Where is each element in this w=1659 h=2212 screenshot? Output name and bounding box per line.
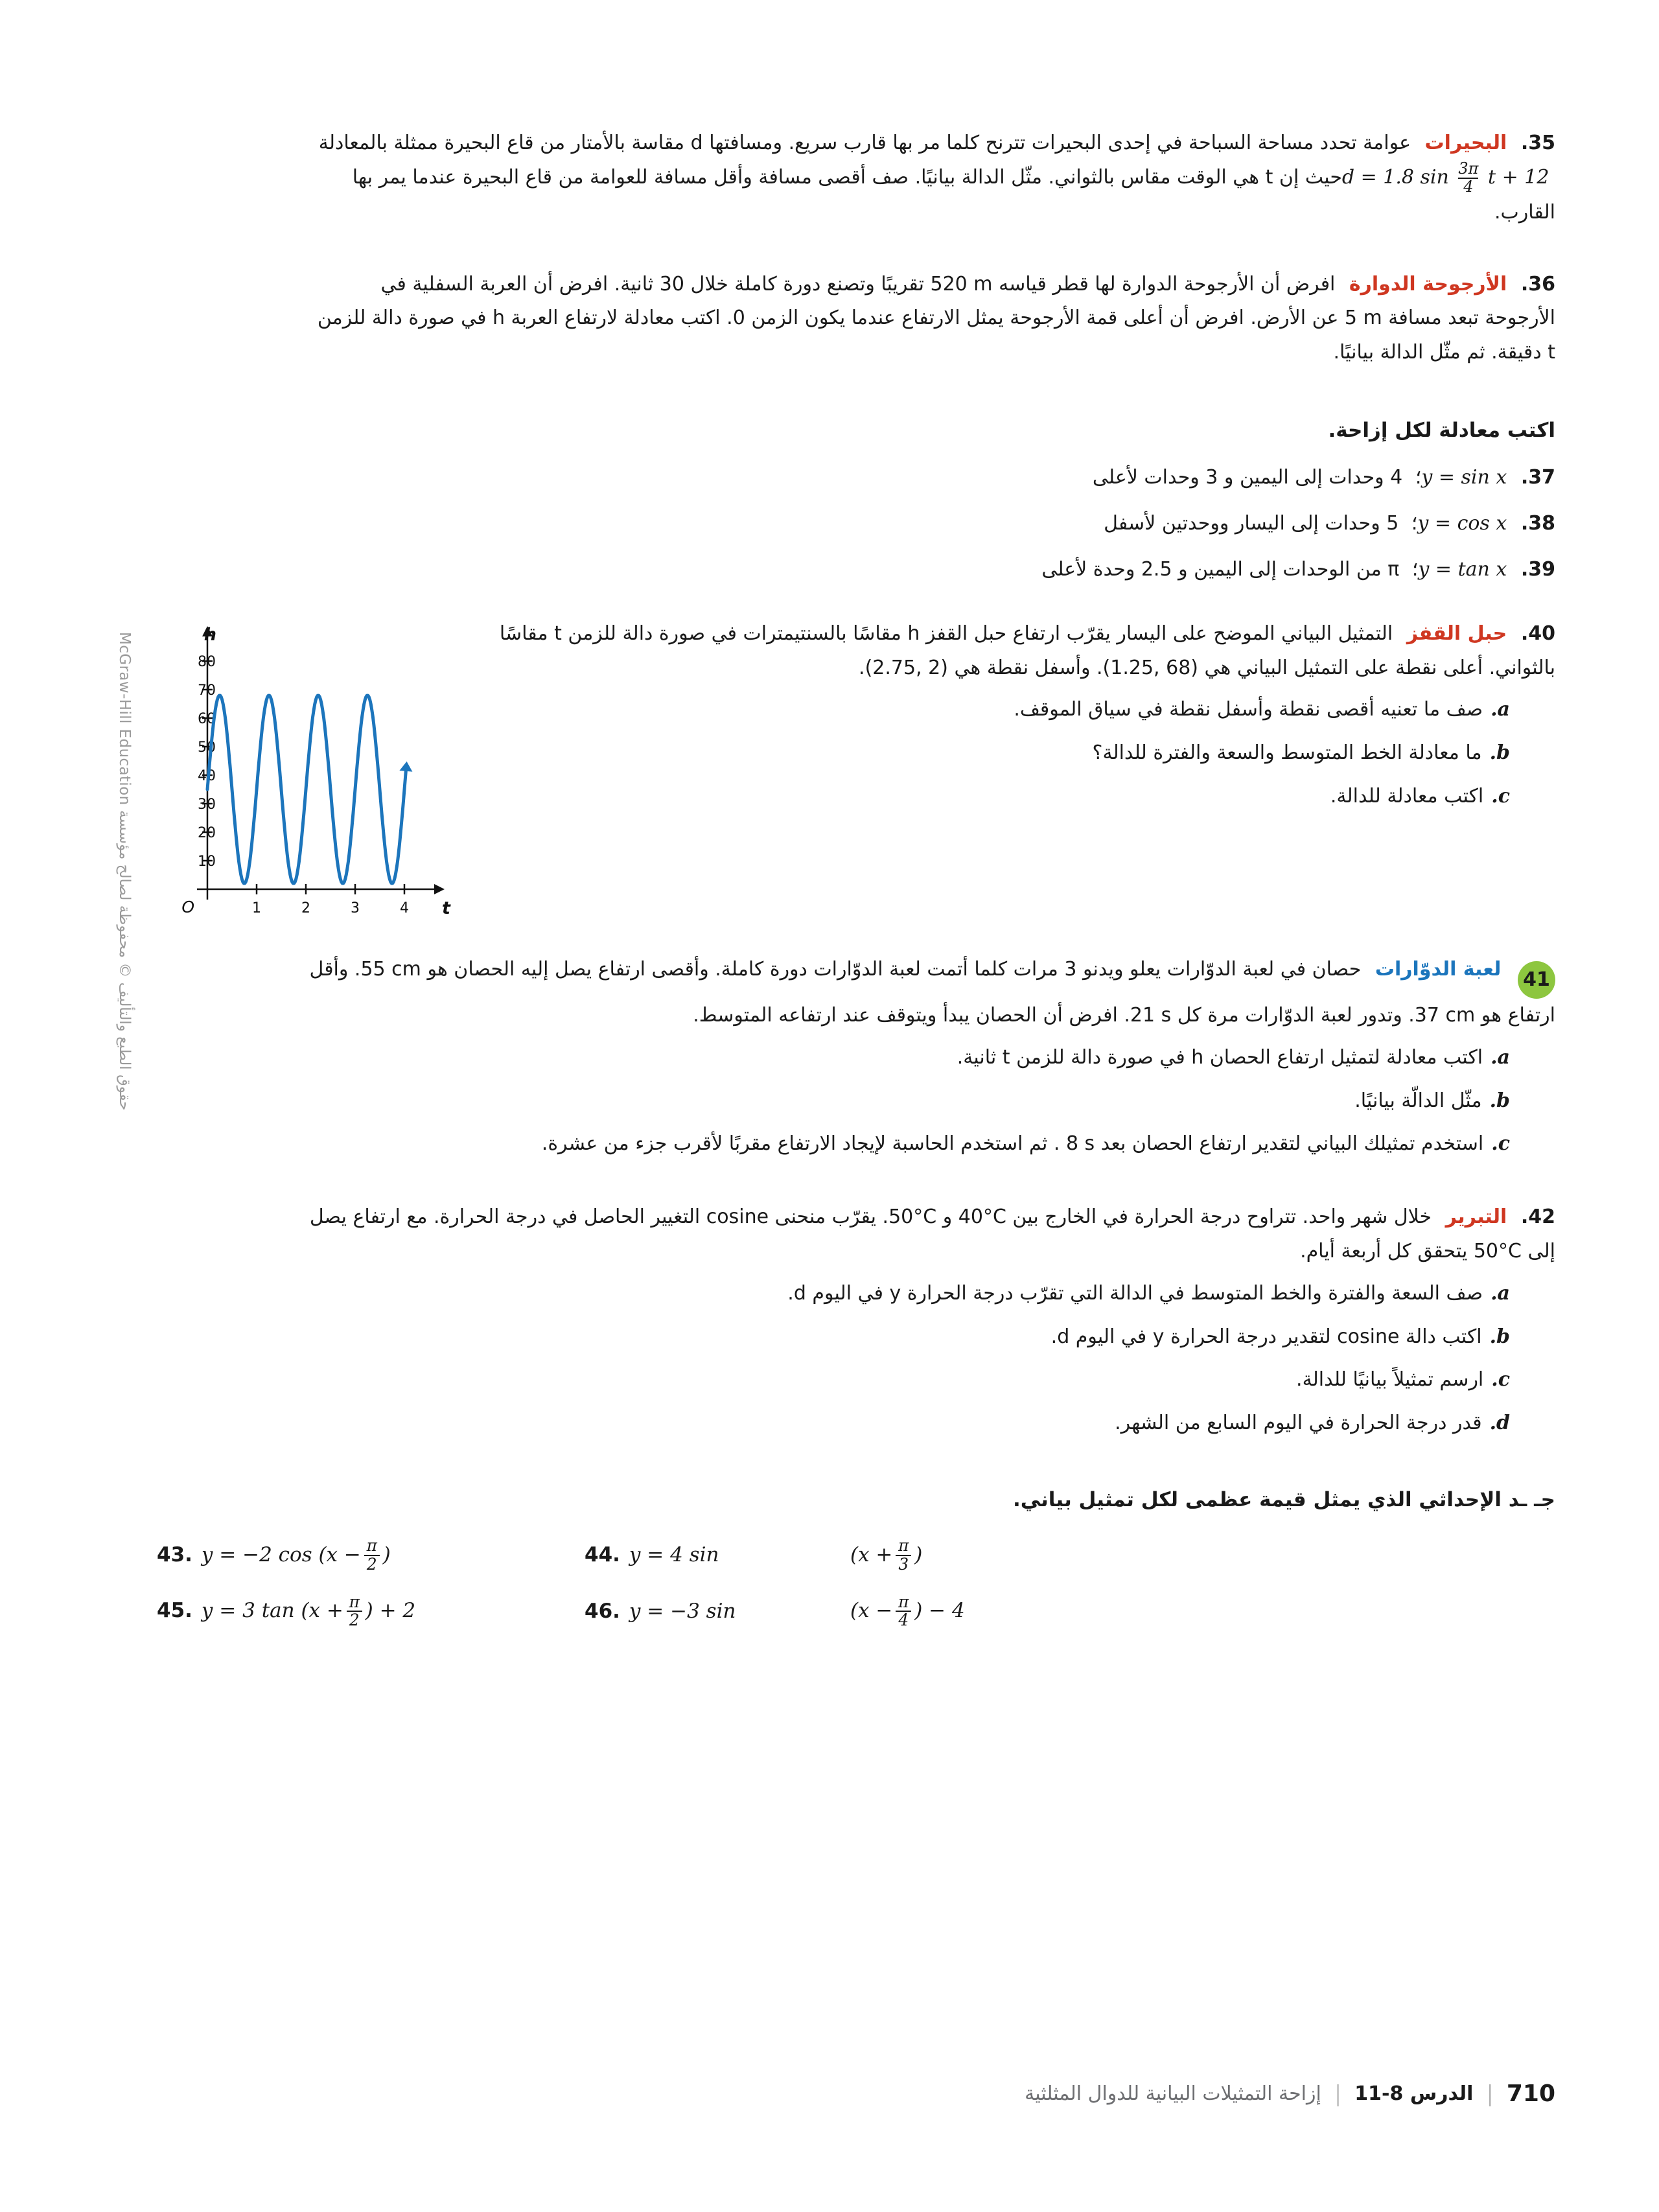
exercise-45-number: 45. <box>157 1598 192 1622</box>
exercise-list-43-46 <box>157 1537 1555 1630</box>
equation-35 <box>1341 159 1555 196</box>
equation-35-rhs: t + 12 <box>1488 165 1549 189</box>
part-text: ما معادلة الخط المتوسط والسعة والفترة للدالة؟ <box>1092 741 1482 765</box>
problem-36-text: افرض أن الأرجوحة الدوارة لها قطر قياسه ⁦520 m⁩ تقريبًا وتصنع دورة كاملة خلال 30 ثانية. افرض أن العربة السفلية في الأرجوحة تبعد مسافة ⁦5 m⁩ عن الأرض. افرض أن أعلى قمة الأرجوحة يمثل الارتفاع عندما يكون الزمن 0. اكتب معادلة لارتفاع العربة h في صورة دالة للزمن t دقيقة. ثم مثّل الدالة بيانيًا. <box>317 272 1555 364</box>
svg-text:2: 2 <box>301 900 310 916</box>
svg-text:60: 60 <box>198 710 216 727</box>
exercise-list-37-39 <box>305 461 1555 587</box>
problem-42-number: 42. <box>1520 1205 1555 1229</box>
exercise-37-separator: ؛ <box>1415 466 1422 489</box>
page-content <box>157 126 1555 1649</box>
exercise-44-number: 44. <box>585 1543 620 1567</box>
svg-text:20: 20 <box>198 824 216 841</box>
part-text: قدر درجة الحرارة في اليوم السابع من الشهر. <box>1115 1412 1482 1435</box>
problem-36-tag: الأرجوحة الدوارة <box>1349 272 1507 296</box>
problem-40-part-a <box>467 693 1510 727</box>
exercise-39-text: π من الوحدات إلى اليمين و 2.5 وحدة لأعلى <box>1041 558 1400 581</box>
exercise-46-expression: (x − $\frac{\pi}{4}$ ) − 4 <box>850 1592 965 1630</box>
lesson-title: إزاحة التمثيلات البيانية للدوال المثلثية <box>1025 2082 1321 2105</box>
footer-separator: | <box>1486 2080 1494 2107</box>
part-letter: c. <box>1491 785 1510 808</box>
problem-42-part-a <box>305 1277 1510 1311</box>
problem-40-section <box>181 617 1555 938</box>
problem-40-part-b <box>467 736 1510 771</box>
equation-35-lhs: d = 1.8 sin <box>1341 165 1449 189</box>
exercise-39-formula: y = tan x <box>1418 558 1507 581</box>
jump-rope-graph-svg <box>167 617 452 927</box>
page-number: 710 <box>1506 2080 1555 2107</box>
problem-35-number: 35. <box>1520 132 1555 154</box>
problem-40-tag: حبل القفز <box>1406 622 1507 645</box>
problem-42-statement <box>305 1200 1555 1269</box>
part-text: مثّل الدالّة بيانيًا. <box>1354 1089 1482 1112</box>
fraction-pi-3: $\frac{\pi}{3}$ <box>896 1537 911 1574</box>
part-text: استخدم تمثيلك البياني لتقدير ارتفاع الحصان بعد ⁦8 s⁩ . ثم استخدم الحاسبة لإيجاد الارتفاع مقربًا لأقرب جزء من عشرة. <box>541 1132 1484 1156</box>
svg-text:70: 70 <box>198 682 216 699</box>
problem-42-text: خلال شهر واحد. تتراوح درجة الحرارة في الخارج بين ⁦40°C⁩ و ⁦50°C⁩. يقرّب منحنى cosine التغيير الحاصل في درجة الحرارة. مع ارتفاع يصل إلى ⁦50°C⁩ يتحقق كل أربعة أيام. <box>309 1205 1555 1263</box>
exercise-46-label <box>585 1594 850 1629</box>
part-letter: c. <box>1491 1132 1510 1156</box>
jump-rope-graph <box>167 617 452 938</box>
problem-40-parts <box>467 693 1510 813</box>
exercise-43-formula: y = −2 cos (x − $\frac{\pi}{2}$ ) <box>201 1536 391 1574</box>
copyright-sidebar-text: حقوق الطبع والتأليف © محفوظة لصالح مؤسسة McGraw-Hill Education <box>116 632 133 1111</box>
problem-42-part-d <box>305 1406 1510 1441</box>
exercise-46-formula-start: y = −3 sin <box>629 1599 736 1623</box>
part-letter: b. <box>1489 1325 1510 1348</box>
exercise-38-number: 38. <box>1520 512 1555 535</box>
lesson-number: الدرس 8-11 <box>1354 2082 1474 2105</box>
part-letter: a. <box>1491 698 1510 721</box>
problem-40 <box>467 617 1555 823</box>
svg-text:80: 80 <box>198 653 216 670</box>
problem-41-text: حصان في لعبة الدوّارات يعلو ويدنو 3 مرات كلما أتمت لعبة الدوّارات دورة كاملة. وأقصى ارتفاع يصل إليه الحصان هو ⁦55 cm⁩. وأقل ارتفاع هو ⁦37 cm⁩. وتدور لعبة الدوّارات مرة كل ⁦21 s⁩. افرض أن الحصان يبدأ ويتوقف عند ارتفاعه المتوسط. <box>309 957 1555 1027</box>
problem-41-part-b <box>305 1084 1510 1119</box>
part-text: اكتب معادلة لتمثيل ارتفاع الحصان h في صورة دالة للزمن t ثانية. <box>957 1045 1483 1069</box>
svg-text:t: t <box>442 898 450 918</box>
problem-35-tag: البحيرات <box>1424 132 1507 154</box>
exercise-39-separator: ؛ <box>1411 558 1419 581</box>
exercise-row-43-44 <box>157 1537 1555 1574</box>
part-text: صف ما تعنيه أقصى نقطة وأسفل نقطة في سياق الموقف. <box>1014 698 1483 721</box>
exercise-37 <box>305 461 1555 495</box>
part-letter: a. <box>1491 1045 1510 1069</box>
exercise-37-text: 4 وحدات إلى اليمين و 3 وحدات لأعلى <box>1092 466 1403 489</box>
part-text: ارسم تمثيلاً بيانيًا للدالة. <box>1296 1368 1484 1391</box>
exercise-44-label <box>585 1537 850 1573</box>
section-header-find-maximum: جـ ـد الإحداثي الذي يمثل قيمة عظمى لكل تمثيل بياني. <box>1013 1488 1555 1511</box>
problem-41-part-a <box>305 1041 1510 1075</box>
svg-text:1: 1 <box>252 900 261 916</box>
exercise-44-formula-start: y = 4 sin <box>629 1543 719 1567</box>
problem-41-statement <box>305 953 1555 1033</box>
svg-text:3: 3 <box>351 900 360 916</box>
exercise-38-text: 5 وحدات إلى اليسار ووحدتين لأسفل <box>1104 512 1399 535</box>
problem-40-part-c <box>467 780 1510 814</box>
problem-42-tag: التبرير <box>1445 1205 1507 1229</box>
fraction-pi-4: $\frac{\pi}{4}$ <box>896 1594 911 1630</box>
fraction-pi-2: $\frac{\pi}{2}$ <box>347 1594 362 1630</box>
problem-41-part-c <box>305 1127 1510 1161</box>
svg-text:h: h <box>203 624 216 645</box>
problem-42-part-c <box>305 1363 1510 1397</box>
svg-text:40: 40 <box>198 767 216 784</box>
exercise-row-45-46 <box>157 1593 1555 1629</box>
svg-text:O: O <box>181 897 194 916</box>
part-letter: b. <box>1489 1089 1510 1112</box>
problem-41-tag: لعبة الدوّارات <box>1375 957 1502 981</box>
page-footer <box>1025 2080 1555 2107</box>
problem-40-number: 40. <box>1520 622 1555 645</box>
exercise-44-expression: (x + $\frac{\pi}{3}$ ) <box>850 1536 923 1574</box>
exercise-45-formula: y = 3 tan (x + $\frac{\pi}{2}$ ) + 2 <box>201 1592 416 1630</box>
part-text: صف السعة والفترة والخط المتوسط في الدالة التي تقرّب درجة الحرارة y في اليوم d. <box>787 1281 1483 1305</box>
fraction-3pi-4: $\frac{3\pi}{4}$ <box>1458 159 1479 196</box>
part-letter: d. <box>1489 1412 1510 1435</box>
problem-42-parts <box>305 1277 1510 1441</box>
exercise-38 <box>305 507 1555 541</box>
exercise-43-number: 43. <box>157 1543 192 1566</box>
problem-35-text-2: حيث إن t هي الوقت مقاس بالثواني. مثّل الدالة بيانيًا. صف أقصى مسافة وأقل مسافة للعوامة من قاع البحيرة عندما يمر بها القارب. <box>352 165 1555 224</box>
part-text: اكتب معادلة للدالة. <box>1330 785 1484 808</box>
part-letter: b. <box>1489 741 1510 765</box>
problem-40-statement <box>467 617 1555 686</box>
problem-36-number: 36. <box>1520 272 1555 296</box>
part-letter: a. <box>1491 1281 1510 1305</box>
problem-41-parts <box>305 1041 1510 1161</box>
exercise-37-number: 37. <box>1520 466 1555 489</box>
problem-42 <box>305 1200 1555 1441</box>
problem-35-text-1: عوامة تحدد مساحة السباحة في إحدى البحيرات تترنح كلما مر بها قارب سريع. ومسافتها d مقاسة بالأمتار من قاع البحيرة ممثلة بالمعادلة <box>318 132 1411 154</box>
footer-separator: | <box>1334 2080 1342 2107</box>
svg-text:4: 4 <box>400 900 409 916</box>
exercise-43 <box>157 1537 585 1574</box>
problem-41 <box>305 953 1555 1162</box>
exercise-37-formula: y = sin x <box>1421 466 1507 489</box>
part-text: اكتب دالة cosine لتقدير درجة الحرارة y في اليوم d. <box>1050 1325 1482 1348</box>
svg-text:10: 10 <box>198 853 216 870</box>
svg-text:50: 50 <box>198 739 216 756</box>
problem-36 <box>305 268 1555 370</box>
exercise-39-number: 39. <box>1520 558 1555 581</box>
exercise-38-separator: ؛ <box>1411 512 1418 535</box>
problem-40-text: التمثيل البياني الموضح على اليسار يقرّب ارتفاع حبل القفز h مقاسًا بالسنتيمترات في صورة دالة للزمن t مقاسًا بالثواني. أعلى نقطة على التمثيل البياني هي ⁦(1.25, 68)⁩. وأسفل نقطة هي ⁦(2.75, 2)⁩. <box>499 622 1555 679</box>
section-header-translations: اكتب معادلة لكل إزاحة. <box>1328 418 1555 442</box>
problem-35 <box>305 126 1555 230</box>
part-letter: c. <box>1491 1368 1510 1391</box>
svg-text:30: 30 <box>198 796 216 813</box>
exercise-38-formula: y = cos x <box>1417 512 1507 535</box>
exercise-46-number: 46. <box>585 1599 620 1623</box>
problem-41-badge: 41 <box>1518 961 1555 999</box>
fraction-pi-2: $\frac{\pi}{2}$ <box>364 1537 380 1574</box>
problem-42-part-b <box>305 1320 1510 1355</box>
exercise-39 <box>305 553 1555 587</box>
exercise-45 <box>157 1593 585 1629</box>
